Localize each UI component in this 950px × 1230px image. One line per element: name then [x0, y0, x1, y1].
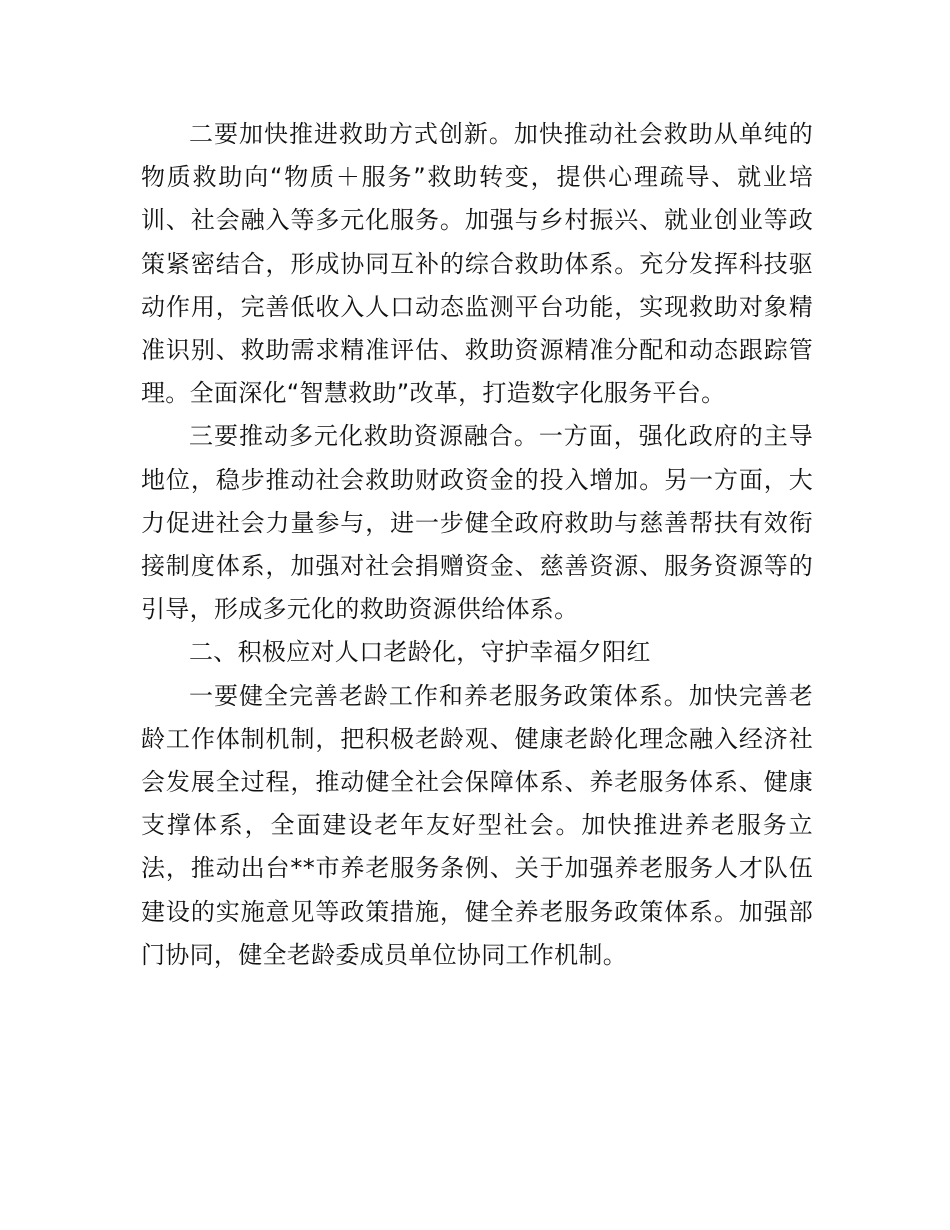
paragraph-assistance-innovation: 二要加快推进救助方式创新。加快推动社会救助从单纯的物质救助向“物质＋服务”救助转变，提供心理疏导、就业培训、社会融入等多元化服务。加强与乡村振兴、就业创业等政策紧密结合，形成协同互补的综合救助体系。充分发挥科技驱动作用，完善低收入人口动态监测平台功能，实现救助对象精准识别、救助需求精准评估、救助资源精准分配和动态跟踪管理。全面深化“智慧救助”改革，打造数字化服务平台。 — [141, 120, 813, 408]
paragraph-resource-integration: 三要推动多元化救助资源融合。一方面，强化政府的主导地位，稳步推动社会救助财政资金的投入增加。另一方面，大力促进社会力量参与，进一步健全政府救助与慈善帮扶有效衔接制度体系，加强对社会捐赠资金、慈善资源、服务资源等的引导，形成多元化的救助资源供给体系。 — [141, 422, 813, 624]
section-heading-aging: 二、积极应对人口老龄化，守护幸福夕阳红 — [189, 638, 651, 667]
document-body — [141, 113, 813, 977]
paragraph-elderly-policy-system: 一要健全完善老龄工作和养老服务政策体系。加快完善老龄工作体制机制，把积极老龄观、健康老龄化理念融入经济社会发展全过程，推动健全社会保障体系、养老服务体系、健康支撑体系，全面建设老年友好型社会。加快推进养老服务立法，推动出台**市养老服务条例、关于加强养老服务人才队伍建设的实施意见等政策措施，健全养老服务政策体系。加强部门协同，健全老龄委成员单位协同工作机制。 — [141, 681, 813, 969]
